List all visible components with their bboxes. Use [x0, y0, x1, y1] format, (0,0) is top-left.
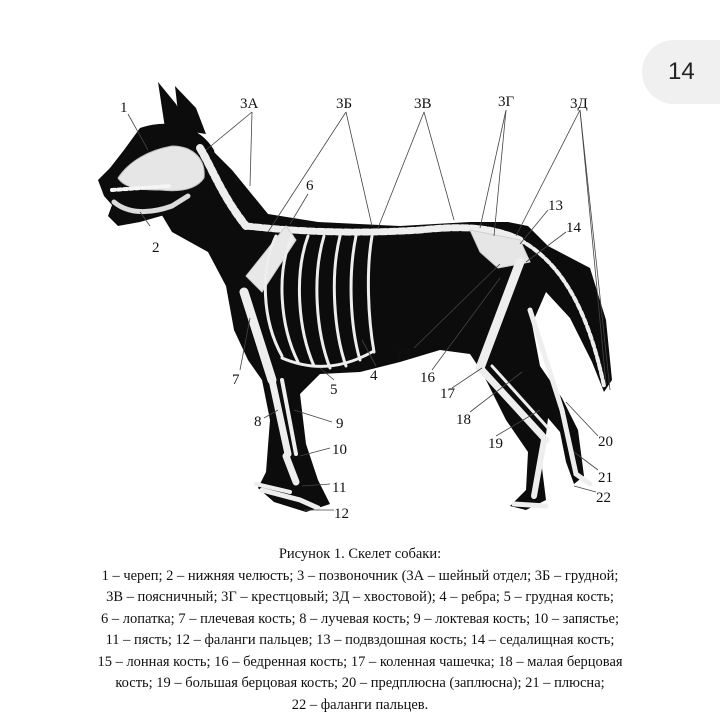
label-20: 20 [598, 434, 613, 450]
label-9: 9 [336, 416, 344, 432]
label-5: 5 [330, 382, 338, 398]
label-16: 16 [420, 370, 435, 386]
label-6: 6 [306, 178, 314, 194]
label-14: 14 [566, 220, 581, 236]
label-2: 2 [152, 240, 160, 256]
caption-line: 1 – череп; 2 – нижняя челюсть; 3 – позвоночник (3А – шейный отдел; 3Б – грудной; [101, 567, 619, 584]
label-22: 22 [596, 490, 611, 506]
caption-line: 15 – лонная кость; 16 – бедренная кость; 17 – коленная чашечка; 18 – малая берцовая [97, 653, 623, 670]
figure-caption [20, 544, 700, 716]
label-17: 17 [440, 386, 455, 402]
label-11: 11 [332, 480, 347, 496]
label-8: 8 [254, 414, 262, 430]
label-12: 12 [334, 506, 349, 522]
caption-title: Рисунок 1. Скелет собаки: [278, 546, 442, 562]
label-3a: 3А [240, 96, 259, 112]
caption-line: 11 – пясть; 12 – фаланги пальцев; 13 – подвздошная кость; 14 – седалищная кость; [105, 632, 615, 648]
label-3v: 3В [414, 96, 432, 112]
label-4: 4 [370, 368, 378, 384]
page-number: 14 [668, 58, 695, 85]
caption-legend [20, 566, 700, 717]
label-13: 13 [548, 198, 563, 214]
label-10: 10 [332, 442, 347, 458]
label-15: 15 [396, 346, 411, 362]
caption-line: 22 – фаланги пальцев. [291, 696, 429, 713]
caption-line: 6 – лопатка; 7 – плечевая кость; 8 – лучевая кость; 9 – локтевая кость; 10 – запястье; [101, 610, 619, 627]
label-21: 21 [598, 470, 613, 486]
caption-line: 3В – поясничный; 3Г – крестцовый; 3Д – хвостовой); 4 – ребра; 5 – грудная кость; [106, 589, 614, 605]
label-3d: 3Д [570, 96, 588, 112]
hind-paw [514, 504, 546, 506]
label-1: 1 [120, 100, 128, 116]
label-3b: 3Б [336, 96, 353, 112]
label-3g: 3Г [498, 94, 515, 110]
label-19: 19 [488, 436, 503, 452]
label-18: 18 [456, 412, 471, 428]
caption-line: кость; 19 – большая берцовая кость; 20 – предплюсна (заплюсна); 21 – плюсна; [115, 675, 605, 691]
label-7: 7 [232, 372, 240, 388]
